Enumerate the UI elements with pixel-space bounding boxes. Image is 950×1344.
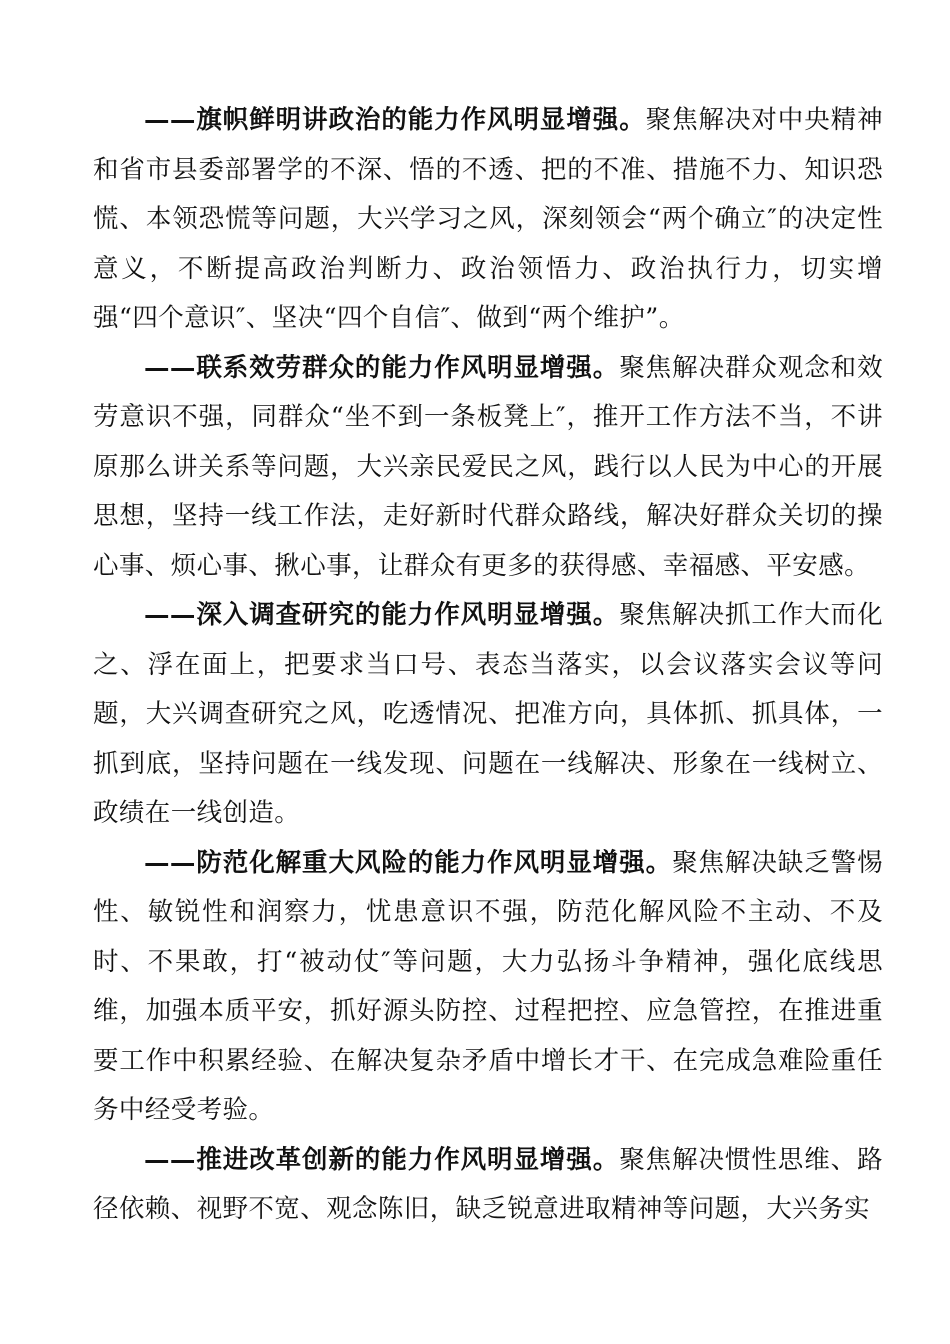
- paragraph-investigation-research: [93, 591, 883, 839]
- paragraph-body: 聚焦解决群众观念和效劳意识不强，同群众“坐不到一条板凳上″，推开工作方法不当，不讲原那么讲关系等问题，大兴亲民爱民之风，践行以人民为中心的开展思想，坚持一线工作法，走好新时代群众路线，解决好群众关切的操心事、烦心事、揪心事，让群众有更多的获得感、幸福感、平安感。: [93, 352, 883, 581]
- document-page: [93, 96, 883, 1235]
- paragraph-body: 聚焦解决抓工作大而化之、浮在面上，把要求当口号、表态当落实，以会议落实会议等问题，大兴调查研究之风，吃透情况、把准方向，具体抓、抓具体，一抓到底，坚持问题在一线发现、问题在一线解决、形象在一线树立、政绩在一线创造。: [93, 600, 883, 828]
- paragraph-body: 聚焦解决缺乏警惕性、敏锐性和润察力，忧患意识不强，防范化解风险不主动、不及时、不果敢，打“被动仗″等问题，大力弘扬斗争精神，强化底线思维，加强本质平安，抓好源头防控、过程把控、应急管控，在推进重要工作中积累经验、在解决复杂矛盾中增长才干、在完成急难险重任务中经受考验。: [93, 847, 883, 1125]
- paragraph-serve-masses: [93, 344, 883, 592]
- paragraph-political-ability: [93, 96, 883, 344]
- paragraph-body: 聚焦解决惯性思维、路径依赖、视野不宽、观念陈旧，缺乏锐意进取精神等问题，大兴务实: [93, 1144, 883, 1224]
- paragraph-heading: ——联系效劳群众的能力作风明显增强。: [144, 352, 620, 383]
- paragraph-reform-innovation: [93, 1136, 883, 1235]
- paragraph-heading: ——深入调查研究的能力作风明显增强。: [144, 600, 620, 630]
- paragraph-heading: ——推进改革创新的能力作风明显增强。: [144, 1144, 620, 1175]
- paragraph-heading: ——防范化解重大风险的能力作风明显增强。: [144, 847, 673, 878]
- paragraph-risk-prevention: [93, 839, 883, 1136]
- paragraph-heading: ——旗帜鲜明讲政治的能力作风明显增强。: [144, 105, 646, 135]
- paragraph-body: 聚焦解决对中央精神和省市县委部署学的不深、悟的不透、把的不准、措施不力、知识恐慌、本领恐慌等问题，大兴学习之风，深刻领会“两个确立″的决定性意义，不断提高政治判断力、政治领悟力、政治执行力，切实增强“四个意识″、坚决“四个自信″、做到“两个维护”。: [93, 105, 883, 333]
